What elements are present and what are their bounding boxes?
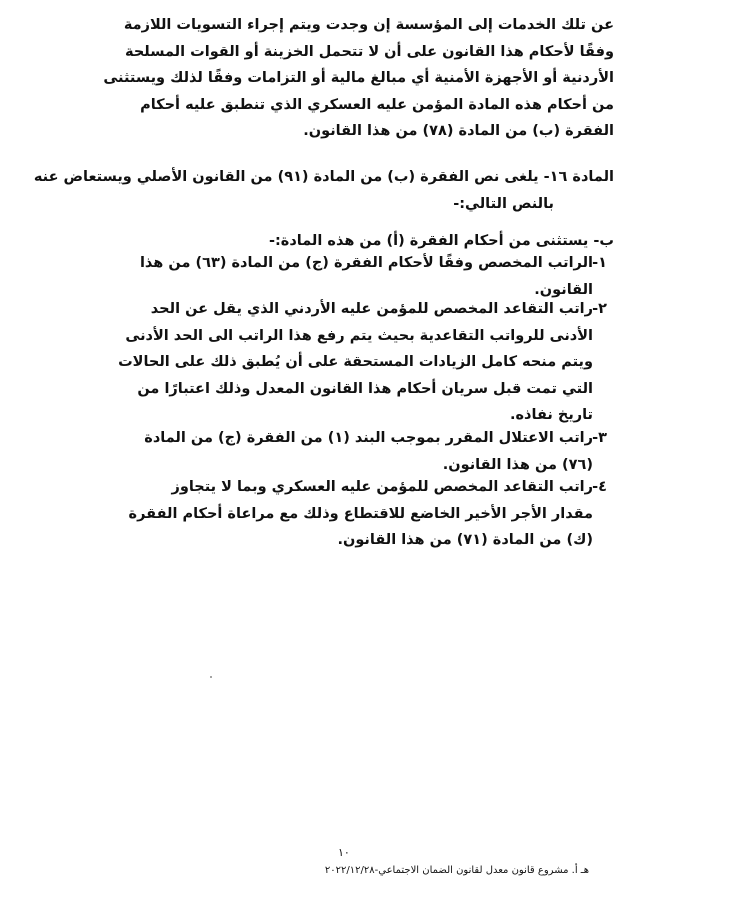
- subsection-heading: ب- يستثنى من أحكام الفقرة (أ) من هذه المادة:-: [268, 233, 614, 249]
- list-item-line: راتب الاعتلال المقرر بموجب البند (١) من الفقرة (ج) من المادة: [144, 430, 593, 446]
- list-item-line: القانون.: [534, 281, 593, 298]
- paragraph-line: من أحكام هذه المادة المؤمن عليه العسكري الذي تنطبق عليه أحكام: [140, 96, 614, 113]
- list-item-line: ويتم منحه كامل الزيادات المستحقة على أن يُطبق ذلك على الحالات: [118, 354, 593, 370]
- paragraph-line: الأردنية أو الأجهزة الأمنية أي مبالغ مالية أو التزامات وفقًا لذلك ويستثنى: [103, 70, 614, 86]
- article-16: [34, 164, 614, 217]
- paragraph-line: الفقرة (ب) من المادة (٧٨) من هذا القانون.: [303, 123, 614, 139]
- list-item-number: ٣-: [592, 430, 607, 446]
- list-item-number: ٤-: [592, 479, 607, 495]
- list-item-line: راتب التقاعد المخصص للمؤمن عليه العسكري وبما لا يتجاوز: [171, 479, 593, 495]
- paragraph-line: وفقًا لأحكام هذا القانون على أن لا تتحمل الخزينة أو القوات المسلحة: [125, 43, 614, 60]
- article-line: المادة ١٦- يلغى نص الفقرة (ب) من المادة (٩١) من القانون الأصلي ويستعاض عنه: [33, 169, 614, 185]
- list-item: [87, 474, 607, 554]
- list-item-line: (٧٦) من هذا القانون.: [442, 456, 593, 473]
- list-item-line: (ك) من المادة (٧١) من هذا القانون.: [337, 532, 593, 548]
- paragraph-top: [94, 12, 614, 145]
- list-item-line: الراتب المخصص وفقًا لأحكام الفقرة (ج) من المادة (٦٣) من هذا: [139, 255, 593, 271]
- page-number: ١٠: [338, 846, 350, 859]
- list-item: [87, 425, 607, 478]
- list-item-line: تاريخ نفاذه.: [509, 407, 593, 423]
- list-item-line: الأدنى للرواتب التقاعدية بحيث يتم رفع هذا الراتب الى الحد الأدنى: [125, 327, 593, 344]
- scan-dot: [210, 676, 212, 678]
- list-item-number: ٢-: [592, 301, 607, 317]
- list-item-number: ١-: [592, 255, 607, 271]
- list-item: [87, 296, 607, 429]
- footer-note: هـ أ. مشروع قانون معدل لقانون الضمان الاجتماعي-٢٠٢٢/١٢/٢٨: [324, 865, 589, 876]
- list-item-line: التي تمت قبل سريان أحكام هذا القانون المعدل وذلك اعتبارًا من: [137, 380, 593, 397]
- list-item-line: راتب التقاعد المخصص للمؤمن عليه الأردني الذي يقل عن الحد: [150, 301, 593, 317]
- paragraph-line: عن تلك الخدمات إلى المؤسسة إن وجدت ويتم إجراء التسويات اللازمة: [123, 17, 614, 33]
- list-item-line: مقدار الأجر الأخير الخاضع للاقتطاع وذلك مع مراعاة أحكام الفقرة: [128, 505, 593, 522]
- article-line: بالنص التالي:-: [453, 195, 554, 212]
